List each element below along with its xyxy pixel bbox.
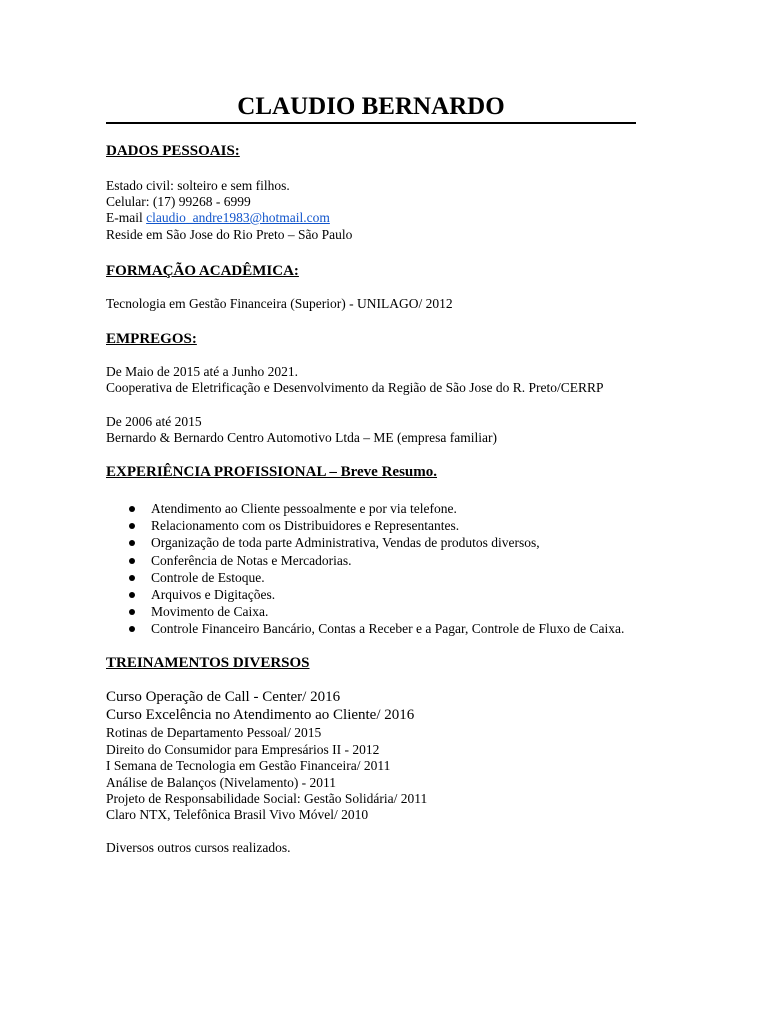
treinamento-item: Claro NTX, Telefônica Brasil Vivo Móvel/ 2010 (106, 807, 369, 822)
treinamento-item: I Semana de Tecnologia em Gestão Financeira/ 2011 (106, 758, 391, 773)
bullet-icon (129, 575, 135, 581)
email-link[interactable]: claudio_andre1983@hotmail.com (146, 210, 330, 225)
treinamento-item: Rotinas de Departamento Pessoal/ 2015 (106, 725, 322, 740)
section-heading-treinamentos: TREINAMENTOS DIVERSOS (106, 655, 310, 671)
section-heading-dados-pessoais: DADOS PESSOAIS: (106, 143, 240, 159)
estado-civil-text: Estado civil: solteiro e sem filhos. (106, 178, 290, 193)
list-item-text: Organização de toda parte Administrativa, Vendas de produtos diversos, (151, 535, 540, 551)
emprego-empresa: Cooperativa de Eletrificação e Desenvolvimento da Região de São Jose do R. Preto/CERRP (106, 380, 604, 395)
list-item (126, 500, 624, 517)
treinamento-item: Análise de Balanços (Nivelamento) - 2011 (106, 775, 337, 790)
email-label: E-mail (106, 210, 147, 225)
list-item (126, 552, 624, 569)
emprego-empresa: Bernardo & Bernardo Centro Automotivo Ltda – ME (empresa familiar) (106, 430, 498, 445)
bullet-icon (129, 540, 135, 546)
bullet-icon (129, 523, 135, 529)
list-item-text: Controle de Estoque. (151, 569, 265, 585)
list-item (126, 517, 624, 534)
section-heading-experiencia: EXPERIÊNCIA PROFISSIONAL – Breve Resumo. (106, 464, 438, 480)
list-item-text: Arquivos e Digitações. (151, 587, 276, 603)
reside-text: Reside em São Jose do Rio Preto – São Paulo (106, 227, 353, 242)
treinamentos-footer-text: Diversos outros cursos realizados. (106, 840, 291, 855)
list-item-text: Relacionamento com os Distribuidores e Representantes. (151, 518, 460, 534)
list-item-text: Conferência de Notas e Mercadorias. (151, 552, 352, 568)
bullet-icon (129, 592, 135, 598)
section-heading-formacao: FORMAÇÃO ACADÊMICA: (106, 263, 299, 279)
list-item (126, 534, 624, 551)
bullet-icon (129, 506, 135, 512)
list-item (126, 603, 624, 620)
resume-name-title: CLAUDIO BERNARDO (237, 93, 505, 120)
bullet-icon (129, 558, 135, 564)
list-item (126, 620, 624, 637)
list-item (126, 586, 624, 603)
treinamento-item: Curso Excelência no Atendimento ao Cliente/ 2016 (106, 707, 415, 723)
treinamento-item: Direito do Consumidor para Empresários II - 2012 (106, 742, 380, 757)
bullet-icon (129, 609, 135, 615)
formacao-curso-text: Tecnologia em Gestão Financeira (Superior) - UNILAGO/ 2012 (106, 296, 453, 311)
title-divider (106, 122, 636, 124)
emprego-periodo: De 2006 até 2015 (106, 414, 202, 429)
treinamento-item: Curso Operação de Call - Center/ 2016 (106, 689, 341, 705)
experiencia-list (126, 500, 624, 638)
list-item-text: Movimento de Caixa. (151, 604, 269, 620)
list-item-text: Atendimento ao Cliente pessoalmente e por via telefone. (151, 501, 457, 516)
emprego-periodo: De Maio de 2015 até a Junho 2021. (106, 364, 298, 379)
treinamento-item: Projeto de Responsabilidade Social: Gestão Solidária/ 2011 (106, 791, 428, 806)
section-heading-empregos: EMPREGOS: (106, 331, 197, 347)
list-item (126, 569, 624, 586)
celular-text: Celular: (17) 99268 - 6999 (106, 194, 251, 209)
bullet-icon (129, 626, 135, 632)
list-item-text: Controle Financeiro Bancário, Contas a Receber e a Pagar, Controle de Fluxo de Caixa. (151, 621, 625, 637)
email-line (106, 210, 330, 227)
